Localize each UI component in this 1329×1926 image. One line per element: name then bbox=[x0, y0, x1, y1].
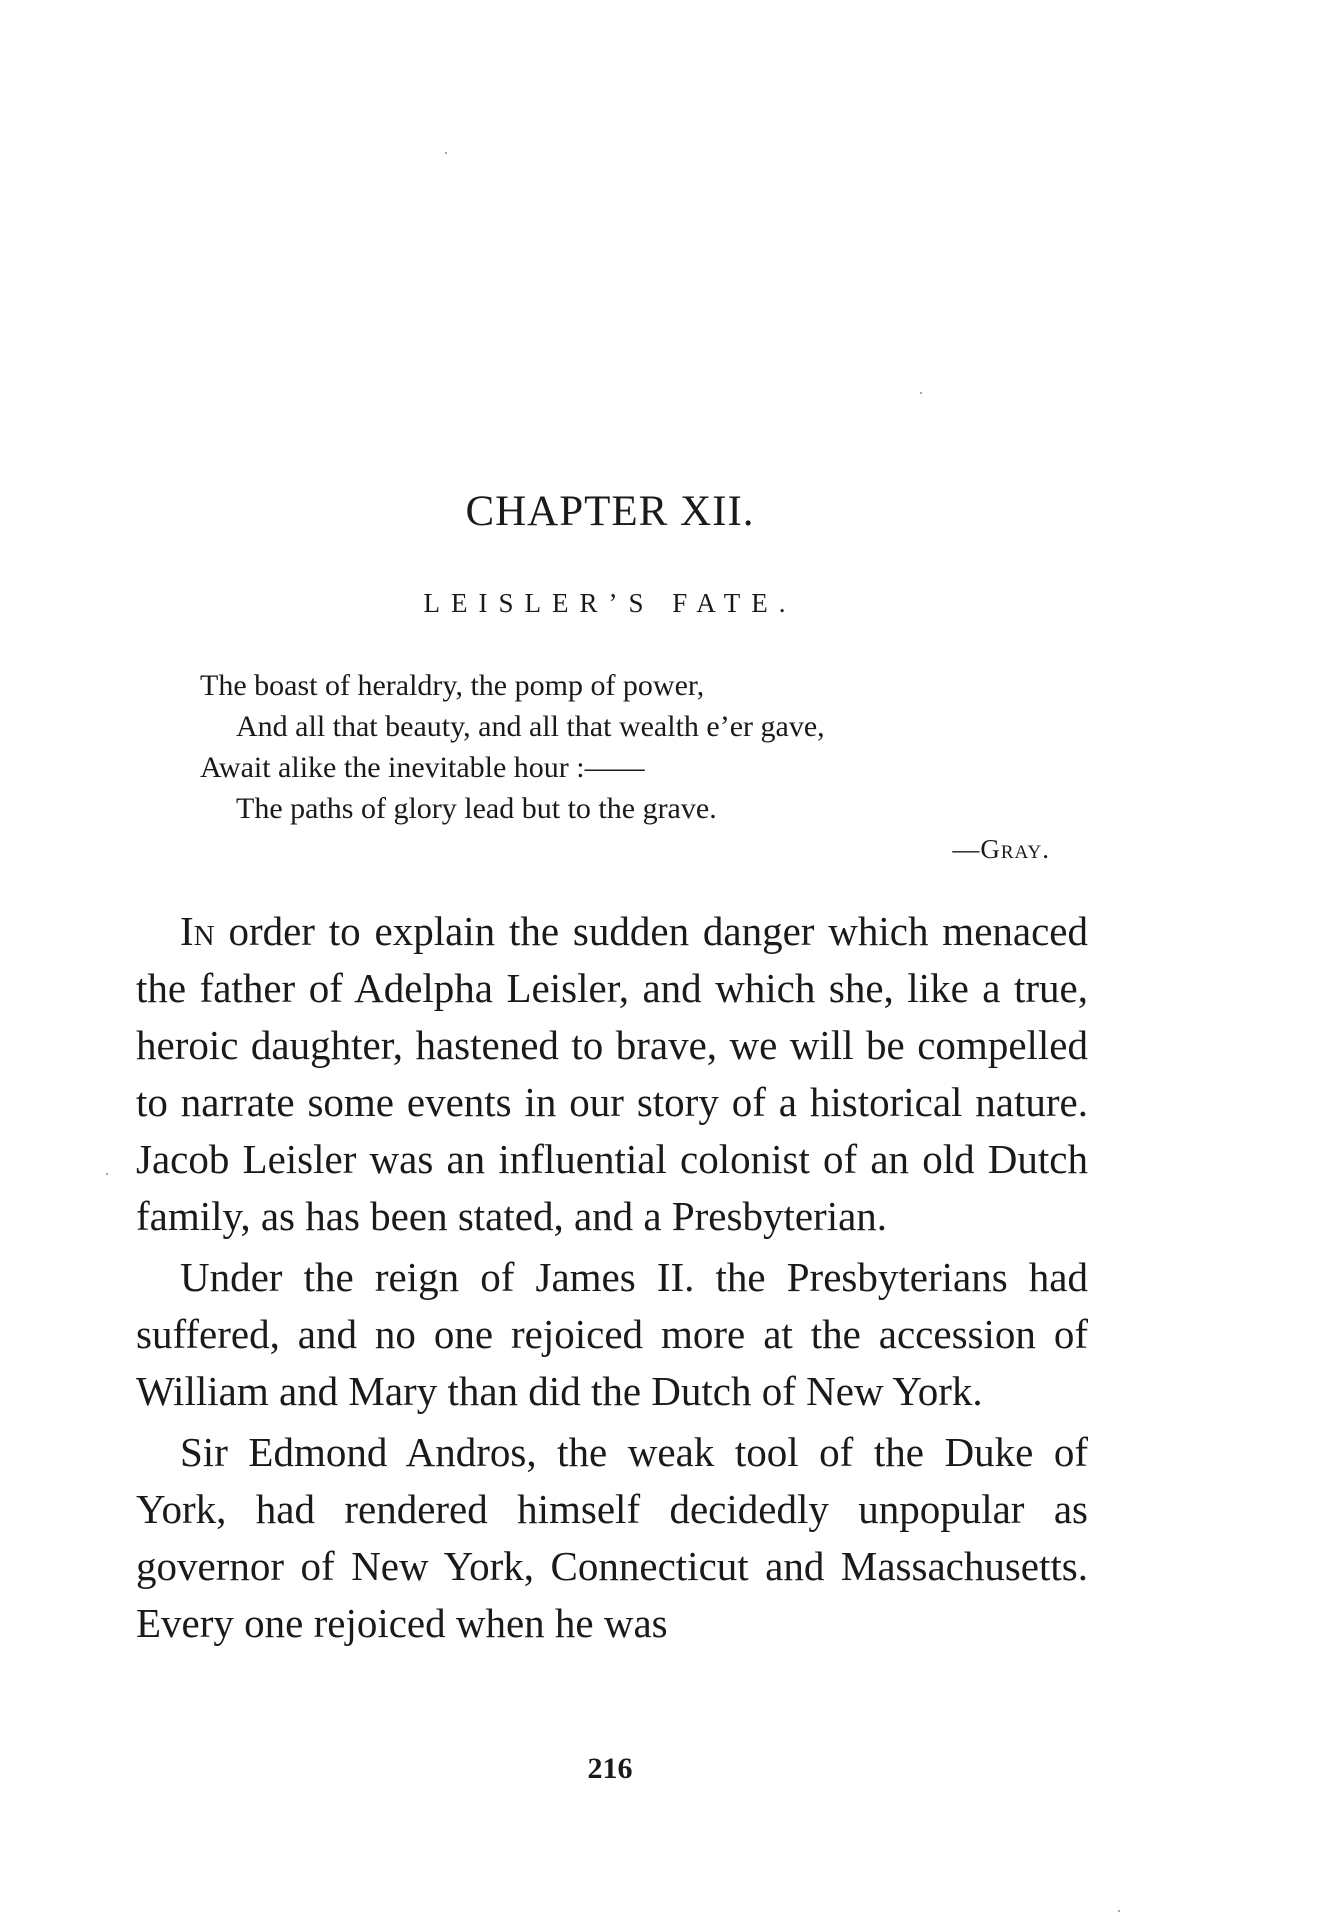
epigraph-line: And all that beauty, and all that wealth e’er gave, bbox=[236, 710, 825, 743]
paragraph-text: order to explain the sudden danger which menaced the father of Adelpha Leisler, and which she, like a true, heroic daughter, hastened to brave, we will be compelled to narrate some events in our story of a historical nature. Jacob Leisler was an influential colonist of an old Dutch family, as has been stated, and a Presbyterian. bbox=[136, 908, 1088, 1239]
epigraph-line: Await alike the inevitable hour :—— bbox=[200, 751, 645, 784]
paper-speck bbox=[106, 1173, 108, 1175]
epigraph-line: The paths of glory lead but to the grave. bbox=[236, 792, 717, 825]
epigraph bbox=[200, 665, 1100, 829]
paragraph: Under the reign of James II. the Presbyterians had suffered, and no one rejoiced more at the accession of William and Mary than did the Dutch of New York. bbox=[136, 1254, 1088, 1414]
chapter-subtitle: LEISLER’S FATE. bbox=[423, 588, 797, 618]
page-number: 216 bbox=[587, 1752, 633, 1785]
epigraph-attribution: —Gray. bbox=[952, 834, 1050, 864]
paragraph-lead-word: In bbox=[180, 908, 215, 954]
epigraph-line: The boast of heraldry, the pomp of power, bbox=[200, 669, 705, 702]
chapter-title: CHAPTER XII. bbox=[465, 488, 755, 535]
paragraph bbox=[136, 903, 1088, 1245]
paper-speck bbox=[445, 152, 447, 154]
paragraph: Sir Edmond Andros, the weak tool of the Duke of York, had rendered himself decidedly unpopular as governor of New York, Connecticut and Massachusetts. Every one rejoiced when he was bbox=[136, 1429, 1088, 1646]
body-text bbox=[136, 903, 1088, 1656]
paper-speck bbox=[920, 392, 922, 394]
paper-speck bbox=[1118, 1910, 1120, 1912]
